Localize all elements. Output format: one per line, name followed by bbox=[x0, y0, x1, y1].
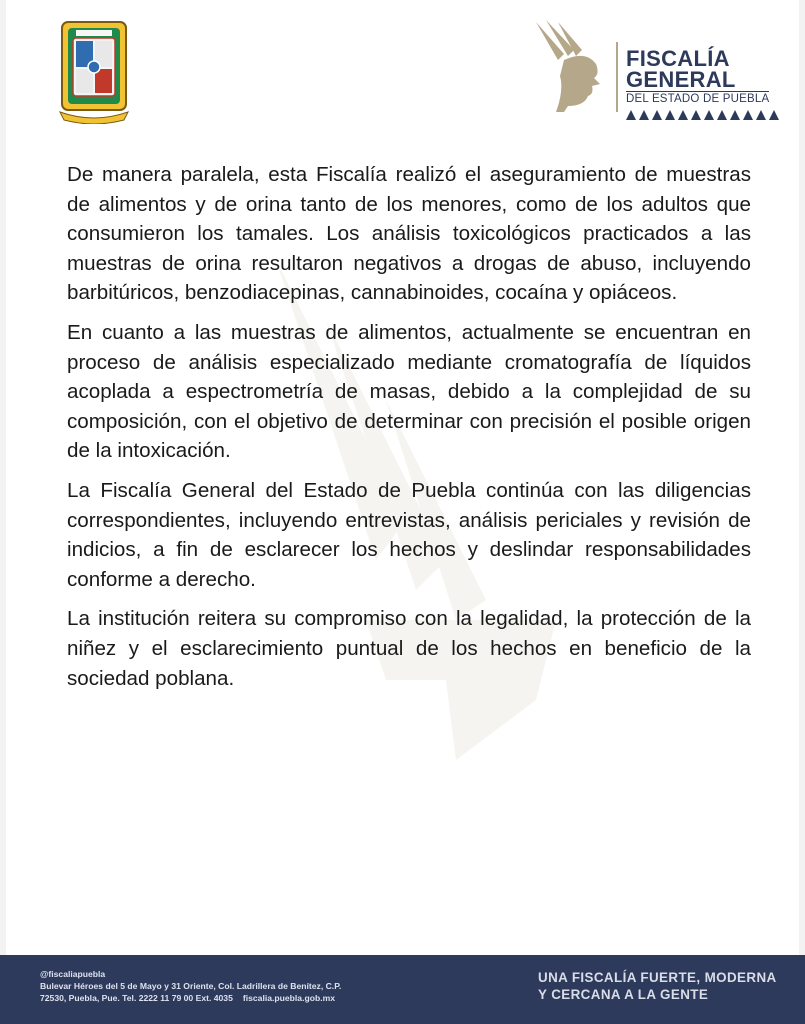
brand-title-line1: FISCALÍA bbox=[626, 46, 730, 71]
brand-divider bbox=[616, 42, 618, 112]
greek-pattern-icon bbox=[626, 110, 782, 120]
page-edge-right bbox=[799, 0, 805, 955]
paragraph-1: De manera paralela, esta Fiscalía realizó el aseguramiento de muestras de alimentos y de orina tanto de los menores, como de los adultos que consumieron los tamales. Los análisis toxicológicos practicados a las muestras de orina resultaron negativos a drogas de abuso, incluyendo barbitúricos, benzodiacepinas, cannabinoides, cocaína y opiáceos. bbox=[67, 163, 751, 305]
footer-contact bbox=[40, 968, 341, 1004]
address-line-2-text: 72530, Puebla, Pue. Tel. 2222 11 79 00 Ext. 4035 bbox=[40, 993, 233, 1003]
address-line-1: Bulevar Héroes del 5 de Mayo y 31 Oriente, Col. Ladrillera de Benítez, C.P. bbox=[40, 981, 342, 991]
brand-title bbox=[626, 48, 736, 90]
address-line-2 bbox=[40, 992, 341, 1004]
footer-slogan bbox=[538, 969, 777, 1003]
paragraph-4: La institución reitera su compromiso con la legalidad, la protección de la niñez y el esclarecimiento puntual de los hechos en beneficio de la sociedad poblana. bbox=[67, 607, 751, 690]
paragraph-2: En cuanto a las muestras de alimentos, actualmente se encuentran en proceso de análisis especializado mediante cromatografía de líquidos acoplada a espectrometría de masas, debido a la complejidad de su composición, con el objetivo de determinar con precisión el posible origen de la intoxicación. bbox=[67, 320, 751, 463]
slogan-line-2: Y CERCANA A LA GENTE bbox=[538, 987, 709, 1002]
coat-of-arms-icon bbox=[58, 20, 130, 124]
document-page bbox=[6, 0, 799, 1024]
footer-bar bbox=[0, 955, 805, 1024]
press-release-body bbox=[67, 160, 751, 703]
brand-subtitle: DEL ESTADO DE PUEBLA bbox=[626, 93, 770, 105]
goddess-profile-icon bbox=[534, 20, 612, 112]
website-link[interactable]: fiscalia.puebla.gob.mx bbox=[242, 993, 336, 1003]
social-handle: @fiscaliapuebla bbox=[40, 969, 106, 979]
paragraph-3: La Fiscalía General del Estado de Puebla continúa con las diligencias correspondientes, incluyendo entrevistas, análisis periciales y revisión de indicios, a fin de esclarecer los hechos y deslindar responsabilidades conforme a derecho. bbox=[67, 478, 751, 591]
slogan-line-1: UNA FISCALÍA FUERTE, MODERNA bbox=[538, 970, 777, 985]
fiscalia-logo bbox=[534, 20, 784, 115]
brand-title-line2: GENERAL bbox=[626, 67, 736, 92]
